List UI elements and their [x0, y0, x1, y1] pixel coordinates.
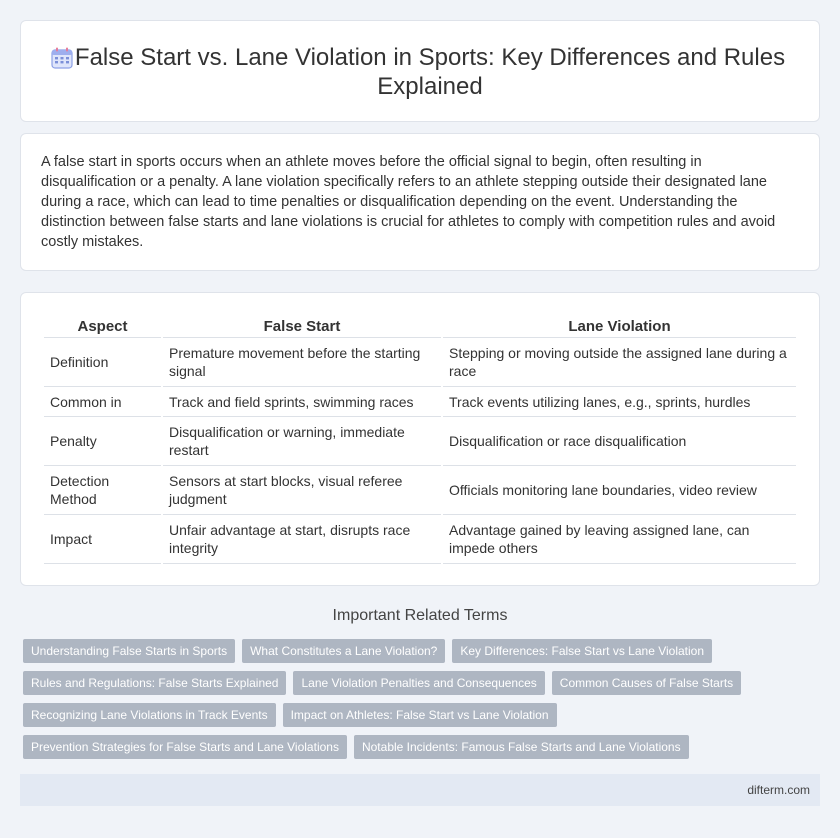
table-cell: Stepping or moving outside the assigned lane during a race — [443, 338, 796, 387]
column-header-lane-violation: Lane Violation — [443, 315, 796, 338]
related-tag-link[interactable]: Understanding False Starts in Sports — [23, 639, 235, 663]
related-tag-link[interactable]: Impact on Athletes: False Start vs Lane Violation — [283, 703, 557, 727]
table-row — [44, 515, 796, 564]
table-row — [44, 387, 796, 417]
table-cell: Advantage gained by leaving assigned lane, can impede others — [443, 515, 796, 564]
related-tags-row — [23, 735, 689, 759]
related-tag-link[interactable]: Notable Incidents: Famous False Starts and Lane Violations — [354, 735, 689, 759]
related-tag-link[interactable]: Key Differences: False Start vs Lane Violation — [452, 639, 712, 663]
table-header-row — [44, 315, 796, 338]
table-cell: Unfair advantage at start, disrupts race integrity — [163, 515, 441, 564]
table-cell: Disqualification or race disqualification — [443, 417, 796, 466]
table-row — [44, 338, 796, 387]
table-cell: Premature movement before the starting signal — [163, 338, 441, 387]
related-tag-link[interactable]: Prevention Strategies for False Starts and Lane Violations — [23, 735, 347, 759]
related-tag-link[interactable]: Lane Violation Penalties and Consequences — [293, 671, 544, 695]
related-tag-link[interactable]: What Constitutes a Lane Violation? — [242, 639, 445, 663]
comparison-table — [42, 315, 798, 564]
table-cell: Sensors at start blocks, visual referee judgment — [163, 466, 441, 515]
related-tags-row — [23, 671, 741, 695]
table-cell: Detection Method — [44, 466, 161, 515]
table-cell: Disqualification or warning, immediate restart — [163, 417, 441, 466]
related-tags-row — [23, 639, 712, 663]
column-header-aspect: Aspect — [44, 315, 161, 338]
footer-site-link[interactable]: difterm.com — [747, 783, 810, 797]
related-tag-link[interactable]: Common Causes of False Starts — [552, 671, 741, 695]
table-cell: Common in — [44, 387, 161, 417]
related-tag-link[interactable]: Recognizing Lane Violations in Track Events — [23, 703, 276, 727]
comparison-card — [20, 292, 820, 586]
table-cell: Officials monitoring lane boundaries, video review — [443, 466, 796, 515]
column-header-false-start: False Start — [163, 315, 441, 338]
table-cell: Impact — [44, 515, 161, 564]
header-card — [20, 20, 820, 122]
intro-paragraph: A false start in sports occurs when an athlete moves before the official signal to begin, often resulting in disqualification or a penalty. A lane violation specifically refers to an athlete stepping outside their designated lane during a race, which can lead to time penalties or disqualification depending on the event. Understanding the distinction between false starts and lane violations is crucial for athletes to comply with competition rules and avoid costly mistakes. — [41, 154, 776, 250]
table-cell: Track and field sprints, swimming races — [163, 387, 441, 417]
table-row — [44, 417, 796, 466]
related-tags-row — [23, 703, 557, 727]
footer-bar — [20, 774, 820, 806]
related-tag-link[interactable]: Rules and Regulations: False Starts Explained — [23, 671, 286, 695]
table-cell: Penalty — [44, 417, 161, 466]
table-row — [44, 466, 796, 515]
related-terms-heading: Important Related Terms — [332, 607, 508, 624]
intro-card — [20, 133, 820, 271]
table-cell: Track events utilizing lanes, e.g., sprints, hurdles — [443, 387, 796, 417]
page-title: False Start vs. Lane Violation in Sports: Key Differences and Rules Explained — [74, 44, 786, 100]
table-cell: Definition — [44, 338, 161, 387]
